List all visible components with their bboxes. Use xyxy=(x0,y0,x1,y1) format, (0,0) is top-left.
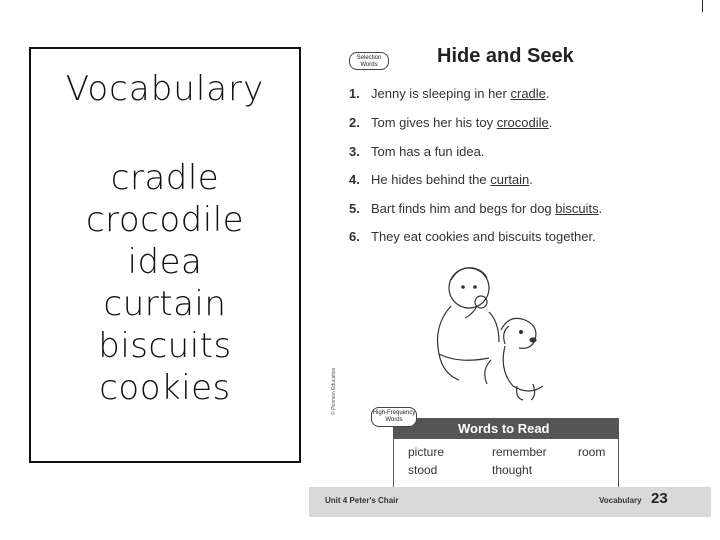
sentence-4 xyxy=(349,172,533,187)
vocab-word: biscuits xyxy=(98,326,232,366)
sentence-text: Tom gives her his toy xyxy=(371,115,497,130)
sentence-number: 1. xyxy=(349,86,360,101)
sentence-number: 4. xyxy=(349,172,360,187)
sentence-5 xyxy=(349,201,602,216)
vocab-underlined: cradle xyxy=(510,86,546,101)
sentence-text: Bart finds him and begs for dog xyxy=(371,201,556,216)
badge-line: Words xyxy=(385,417,403,423)
vocab-underlined: biscuits xyxy=(555,201,599,216)
vocab-underlined: crocodile xyxy=(496,115,549,130)
page-number: 23 xyxy=(651,490,668,507)
read-word: remember xyxy=(492,445,547,459)
footer-unit: Unit 4 Peter's Chair xyxy=(325,496,399,505)
worksheet-title: Hide and Seek xyxy=(437,45,574,67)
vocab-word: cradle xyxy=(110,158,220,198)
sentence-number: 2. xyxy=(349,115,360,130)
sentence-end: . xyxy=(598,201,603,216)
worksheet-page xyxy=(309,20,711,540)
sentence-3 xyxy=(349,144,484,159)
sentence-text: Tom has a fun idea. xyxy=(371,144,485,159)
badge-line: Words xyxy=(360,62,378,68)
sentence-number: 6. xyxy=(349,229,360,244)
sentence-text: Jenny is sleeping in her xyxy=(371,86,511,101)
badge-line: Selection xyxy=(356,55,382,61)
high-frequency-words-badge xyxy=(371,407,417,427)
words-to-read-header: Words to Read xyxy=(394,419,618,439)
page-footer xyxy=(309,487,711,517)
crop-mark xyxy=(702,0,703,12)
sentence-number: 3. xyxy=(349,144,360,159)
vocab-word: curtain xyxy=(103,284,227,324)
read-word: thought xyxy=(492,463,533,477)
sentence-2 xyxy=(349,115,552,130)
sentence-number: 5. xyxy=(349,201,360,216)
vocab-word: cookies xyxy=(99,368,231,408)
sentence-6 xyxy=(349,229,596,244)
sentence-text: He hides behind the xyxy=(371,172,491,187)
read-word: picture xyxy=(408,445,445,459)
vocabulary-list xyxy=(31,157,299,409)
footer-section: Vocabulary xyxy=(599,496,642,505)
boy-and-dog-illustration xyxy=(429,260,559,410)
sentence-end: . xyxy=(545,86,550,101)
vocab-word: crocodile xyxy=(85,200,245,240)
copyright-credit: © Pearson Education xyxy=(331,367,337,415)
read-word: stood xyxy=(408,463,438,477)
sentence-text: They eat cookies and biscuits together. xyxy=(371,229,596,244)
vocabulary-box xyxy=(29,47,301,463)
selection-words-badge xyxy=(349,52,389,70)
vocabulary-title: Vocabulary xyxy=(65,69,265,109)
sentence-1 xyxy=(349,86,550,101)
vocab-word: idea xyxy=(127,242,203,282)
read-word: room xyxy=(578,445,606,459)
sentence-end: . xyxy=(548,115,553,130)
sentence-end: . xyxy=(529,172,533,187)
badge-line: High-Frequency xyxy=(372,410,416,416)
vocab-underlined: curtain xyxy=(490,172,530,187)
